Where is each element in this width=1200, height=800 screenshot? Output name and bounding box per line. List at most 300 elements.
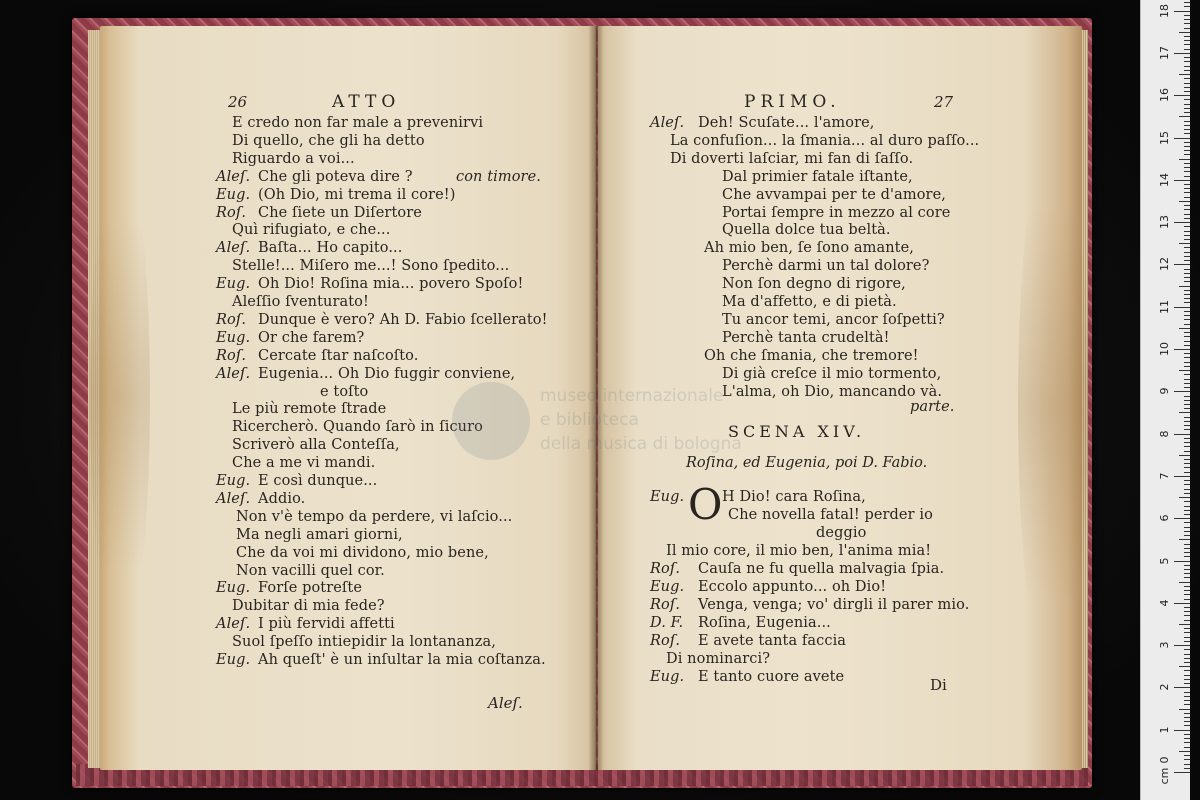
ruler-tick [1184,61,1190,62]
verse-line: (Oh Dio, mi trema il core!) [258,186,456,203]
verse-line: Le più remote ſtrade [232,401,387,418]
ruler-tick [1184,510,1190,511]
ruler-tick [1184,408,1190,409]
ruler-tick [1184,247,1190,248]
ruler-tick [1184,480,1190,481]
speaker-label: Eug. [650,579,685,595]
ruler-tick [1184,641,1190,642]
ruler-tick [1174,561,1190,562]
ruler-tick [1184,341,1190,342]
ruler-tick [1174,264,1190,265]
ruler-tick [1184,548,1190,549]
speaker-label: D. F. [650,615,684,631]
left-page [100,26,596,770]
ruler-tick [1184,357,1190,358]
ruler-tick [1184,429,1190,430]
ruler-tick [1184,544,1190,545]
ruler-tick [1184,294,1190,295]
ruler-tick [1184,49,1190,50]
page-number: 27 [934,93,954,111]
ruler-number: 12 [1158,257,1171,272]
ruler-number: 7 [1158,472,1171,480]
ruler-tick [1184,535,1190,536]
right-page [598,26,1082,770]
ruler-tick [1184,742,1190,743]
ruler-tick [1184,442,1190,443]
verse-line: Deh! Scuſate... l'amore, [698,115,875,131]
verse-line: Riguardo a voi... [232,150,355,167]
speaker-label: Eug. [216,580,251,597]
ruler-tick [1184,717,1190,718]
speaker-label: Aleſ. [216,365,251,382]
verse-line: Quella dolce tua beltà. [722,222,891,239]
verse-line: Baſta... Ho capito... [258,240,403,257]
verse-line: Di doverti laſciar, mi fan di ſaſſo. [670,150,914,167]
verse-line: Che da voi mi dividono, mio bene, [236,544,489,561]
ruler-tick [1184,463,1190,464]
verse-line: Roſina, Eugenia... [698,615,831,631]
ruler-tick [1184,586,1190,587]
ruler-tick [1174,391,1190,392]
ruler-number: 16 [1158,88,1171,103]
verse-line: Or che farem? [258,329,365,346]
ruler-tick [1184,112,1190,113]
scene-title: SCENA XIV. [728,422,866,441]
verse-line: E così dunque... [258,473,378,489]
ruler-tick [1174,180,1190,181]
verse-line: Non ſon degno di rigore, [722,276,906,293]
ruler-tick [1184,366,1190,367]
ruler-tick [1184,374,1190,375]
ruler-tick [1184,226,1190,227]
verse-line: Che a me vi mandi. [232,455,376,472]
ruler-tick [1184,108,1190,109]
verse-line: Oh che ſmania, che tremore! [704,347,919,364]
ruler-tick [1174,476,1190,477]
verse-line: deggio [816,525,867,541]
ruler-tick [1184,154,1190,155]
ruler-tick [1184,404,1190,405]
ruler-number: 2 [1158,683,1171,691]
ruler-tick [1184,607,1190,608]
ruler-tick [1179,497,1190,498]
ruler-tick [1184,421,1190,422]
ruler-tick [1184,277,1190,278]
ruler-number: 18 [1158,3,1171,18]
ruler-tick [1184,19,1190,20]
ruler-tick [1184,679,1190,680]
ruler-tick [1184,738,1190,739]
verse-line: Addio. [258,490,306,507]
ruler-tick [1184,696,1190,697]
ruler-tick [1184,239,1190,240]
ruler-number: 10 [1158,342,1171,356]
speaker-label: Eug. [216,473,251,489]
ruler-tick [1184,336,1190,337]
ruler-tick [1184,506,1190,507]
ruler-tick [1179,751,1190,752]
verse-line: Eccolo appunto... oh Dio! [698,579,887,595]
verse-line: Oh Dio! Roſina mia... povero Spoſo! [258,276,524,293]
ruler-tick [1184,425,1190,426]
ruler-tick [1184,396,1190,397]
ruler-tick [1184,692,1190,693]
ruler-tick [1179,709,1190,710]
ruler-tick [1184,531,1190,532]
ruler-tick [1184,129,1190,130]
speaker-label: Aleſ. [216,168,251,185]
ruler-tick [1184,522,1190,523]
ruler-tick [1179,74,1190,75]
ruler-tick [1184,599,1190,600]
verse-line: Dubitar di mia fede? [232,598,385,615]
ruler-tick [1184,315,1190,316]
ruler-tick [1184,556,1190,557]
ruler-tick [1184,324,1190,325]
ruler-number: 4 [1158,599,1171,607]
ruler-tick [1179,159,1190,160]
ruler-tick [1174,434,1190,435]
ruler-tick [1184,252,1190,253]
ruler-number: 0 [1158,756,1171,764]
speaker-label: Roſ. [650,597,681,613]
measuring-ruler [1140,0,1190,800]
ruler-tick [1184,417,1190,418]
ruler-tick [1184,99,1190,100]
ruler-tick [1184,133,1190,134]
ruler-tick [1184,104,1190,105]
ruler-tick [1184,192,1190,193]
ruler-tick [1184,184,1190,185]
ruler-tick [1184,209,1190,210]
ruler-tick [1179,243,1190,244]
speaker-label: Roſ. [216,311,247,328]
ruler-tick [1174,95,1190,96]
ruler-tick [1184,527,1190,528]
speaker-label: Aleſ. [216,616,251,633]
ruler-tick [1184,163,1190,164]
verse-line: Ma d'affetto, e di pietà. [722,294,897,310]
ruler-tick [1179,32,1190,33]
running-head: ATTO [332,92,401,112]
ruler-tick [1184,345,1190,346]
verse-line: Che gli poteva dire ? [258,168,413,185]
verse-line: Che ſiete un Diſertore [258,204,422,221]
scene-characters: Roſina, ed Eugenia, poi D. Fabio. [686,455,928,471]
ruler-tick [1184,400,1190,401]
ruler-tick [1184,256,1190,257]
ruler-number: 14 [1158,172,1171,187]
ruler-number: 11 [1158,299,1171,314]
ruler-tick [1179,370,1190,371]
ruler-tick [1184,632,1190,633]
ruler-tick [1184,675,1190,676]
verse-line: L'alma, oh Dio, mancando và. [722,383,943,400]
speaker-label: Eug. [216,186,251,203]
ruler-tick [1184,472,1190,473]
ruler-tick [1184,594,1190,595]
ruler-tick [1184,78,1190,79]
verse-line: Di nominarci? [666,651,771,667]
ruler-tick [1184,23,1190,24]
ruler-tick [1174,349,1190,350]
page-number: 26 [228,93,248,111]
verse-line: Scriverò alla Conteſſa, [232,437,400,454]
ruler-number: 17 [1158,45,1171,60]
verse-line: Ricercherò. Quando ſarò in ſicuro [232,419,483,436]
ruler-tick [1184,484,1190,485]
ruler-tick [1179,328,1190,329]
ruler-tick [1174,518,1190,519]
ruler-tick [1184,167,1190,168]
ruler-tick [1184,15,1190,16]
ruler-tick [1184,57,1190,58]
verse-line: E tanto cuore avete [698,669,845,685]
ruler-tick [1184,755,1190,756]
ruler-tick [1184,260,1190,261]
ruler-tick [1184,615,1190,616]
speaker-label: Roſ. [650,633,681,649]
ruler-tick [1184,273,1190,274]
verse-line: Cercate ſtar naſcoſto. [258,347,419,364]
ruler-tick [1174,307,1190,308]
speaker-label: Eug. [216,329,251,346]
verse-line: Di quello, che gli ha detto [232,132,425,149]
ruler-tick [1184,205,1190,206]
catchword: Aleſ. [488,694,523,712]
ruler-tick [1184,332,1190,333]
ruler-tick [1184,36,1190,37]
ruler-number: 15 [1158,130,1171,145]
ruler-tick [1174,53,1190,54]
verse-line: Venga, venga; vo' dirgli il parer mio. [698,597,970,613]
ruler-tick [1174,222,1190,223]
verse-line: Quì rifugiato, e che... [232,222,391,239]
verse-line: Perchè darmi un tal dolore? [722,258,930,275]
ruler-tick [1184,171,1190,172]
verse-line: Suol ſpeſſo intiepidir la lontananza, [232,634,496,651]
verse-line: Di già creſce il mio tormento, [722,365,942,382]
speaker-label: Eug. [216,652,251,668]
ruler-tick [1184,446,1190,447]
ruler-tick [1184,467,1190,468]
ruler-tick [1179,455,1190,456]
ruler-tick [1184,379,1190,380]
ruler-tick [1184,628,1190,629]
ruler-number: 1 [1158,726,1171,734]
ruler-tick [1184,569,1190,570]
verse-line: Ah queſt' è un inſultar la mia coſtanza. [258,652,546,668]
ruler-tick [1184,747,1190,748]
ruler-tick [1184,383,1190,384]
speaker-label: Eug. [650,669,685,685]
speaker-label: Aleſ. [650,115,685,131]
ruler-tick [1184,514,1190,515]
ruler-tick [1184,451,1190,452]
ruler-tick [1184,197,1190,198]
ruler-tick [1184,311,1190,312]
edge-stain [90,146,150,646]
ruler-tick [1184,637,1190,638]
ruler-tick [1179,201,1190,202]
ruler-tick [1184,552,1190,553]
ruler-tick [1184,353,1190,354]
ruler-tick [1184,2,1190,3]
ruler-tick [1184,725,1190,726]
ruler-tick [1184,683,1190,684]
verse-line: Ma negli amari giorni, [236,526,403,543]
edge-stain [1018,126,1088,686]
ruler-number: 9 [1158,387,1171,395]
verse-line: Dal primier fatale iſtante, [722,168,913,185]
verse-line: Stelle!... Miſero me...! Sono ſpedito... [232,258,510,275]
ruler-tick [1184,28,1190,29]
verse-line: Ah mio ben, ſe ſono amante, [704,240,914,257]
drop-cap: O [688,480,723,529]
ruler-tick [1184,573,1190,574]
ruler-tick [1179,412,1190,413]
ruler-tick [1184,125,1190,126]
verse-line: Perchè tanta crudeltà! [722,329,890,346]
ruler-tick [1184,319,1190,320]
ruler-tick [1174,687,1190,688]
ruler-tick [1184,176,1190,177]
verse-line: Che novella fatal! perder io [728,507,933,523]
speaker-label: Aleſ. [216,490,251,507]
ruler-tick [1184,620,1190,621]
speaker-label: Aleſ. [216,240,251,257]
ruler-number: 13 [1158,215,1171,230]
ruler-tick [1184,459,1190,460]
verse-line: e toſto [320,383,369,400]
ruler-tick [1184,759,1190,760]
ruler-tick [1174,645,1190,646]
ruler-number: 8 [1158,430,1171,438]
verse-line: La confuſion... la ſmania... al duro paſſo... [670,132,980,149]
ruler-tick [1184,91,1190,92]
ruler-tick [1184,302,1190,303]
ruler-tick [1184,577,1190,578]
speaker-label: Eug. [216,276,251,293]
ruler-tick [1184,66,1190,67]
ruler-tick [1184,150,1190,151]
verse-line: Aleſſio ſventurato! [232,294,369,310]
ruler-number: 3 [1158,641,1171,649]
ruler-tick [1184,188,1190,189]
stage-direction: con timore. [456,168,541,185]
ruler-tick [1184,290,1190,291]
ruler-tick [1184,734,1190,735]
ruler-tick [1184,387,1190,388]
ruler-tick [1184,590,1190,591]
ruler-tick [1184,6,1190,7]
scene-speaker: Eug. [650,489,685,505]
ruler-tick [1184,83,1190,84]
verse-line: Non vacilli quel cor. [236,562,385,579]
ruler-tick [1174,11,1190,12]
ruler-tick [1184,87,1190,88]
ruler-tick [1184,565,1190,566]
ruler-tick [1184,121,1190,122]
ruler-tick [1184,40,1190,41]
ruler-tick [1184,231,1190,232]
ruler-tick [1174,772,1190,773]
book-gutter [588,26,604,770]
ruler-tick [1184,269,1190,270]
verse-line: E avete tanta faccia [698,633,847,649]
ruler-tick [1184,764,1190,765]
ruler-tick [1184,281,1190,282]
ruler-tick [1184,654,1190,655]
ruler-tick [1179,286,1190,287]
ruler-tick [1174,603,1190,604]
ruler-tick [1184,670,1190,671]
ruler-tick [1184,704,1190,705]
ruler-tick [1184,146,1190,147]
ruler-tick [1184,662,1190,663]
catchword: Di [930,676,947,694]
ruler-tick [1184,658,1190,659]
verse-line: Il mio core, il mio ben, l'anima mia! [666,543,932,559]
ruler-tick [1184,493,1190,494]
verse-line: Tu ancor temi, ancor ſoſpetti? [722,311,945,328]
verse-line: E credo non far male a prevenirvi [232,115,484,131]
verse-line: Portai ſempre in mezzo al core [722,204,951,221]
verse-line: I più fervidi affetti [258,616,395,633]
ruler-tick [1174,138,1190,139]
ruler-tick [1179,666,1190,667]
ruler-tick [1184,611,1190,612]
speaker-label: Roſ. [650,561,681,577]
exit-direction: parte. [910,399,955,415]
ruler-tick [1184,214,1190,215]
verse-line: Non v'è tempo da perdere, vi laſcio... [236,508,513,525]
ruler-tick [1184,649,1190,650]
ruler-tick [1184,142,1190,143]
ruler-tick [1179,116,1190,117]
ruler-tick [1184,70,1190,71]
verse-line: Eugenia... Oh Dio fuggir conviene, [258,365,516,382]
verse-line: Che avvampai per te d'amore, [722,186,946,203]
ruler-tick [1179,624,1190,625]
ruler-tick [1184,489,1190,490]
ruler-tick [1184,501,1190,502]
ruler-tick [1184,700,1190,701]
ruler-unit: cm [1158,767,1171,785]
ruler-tick [1184,362,1190,363]
ruler-tick [1184,713,1190,714]
ruler-number: 5 [1158,557,1171,564]
ruler-tick [1184,768,1190,769]
ruler-tick [1184,298,1190,299]
running-head: PRIMO. [744,92,841,112]
ruler-tick [1184,235,1190,236]
ruler-number: 6 [1158,514,1171,522]
speaker-label: Roſ. [216,347,247,364]
verse-line: H Dio! cara Roſina, [722,489,866,505]
ruler-tick [1184,218,1190,219]
speaker-label: Roſ. [216,204,247,221]
ruler-tick [1179,539,1190,540]
verse-line: Dunque è vero? Ah D. Fabio ſcellerato! [258,311,548,328]
ruler-tick [1179,582,1190,583]
ruler-tick [1184,44,1190,45]
verse-line: Cauſa ne fu quella malvagia ſpia. [698,561,945,577]
verse-line: Forſe potreſte [258,580,363,597]
ruler-tick [1184,721,1190,722]
ruler-tick [1174,730,1190,731]
ruler-tick [1184,438,1190,439]
